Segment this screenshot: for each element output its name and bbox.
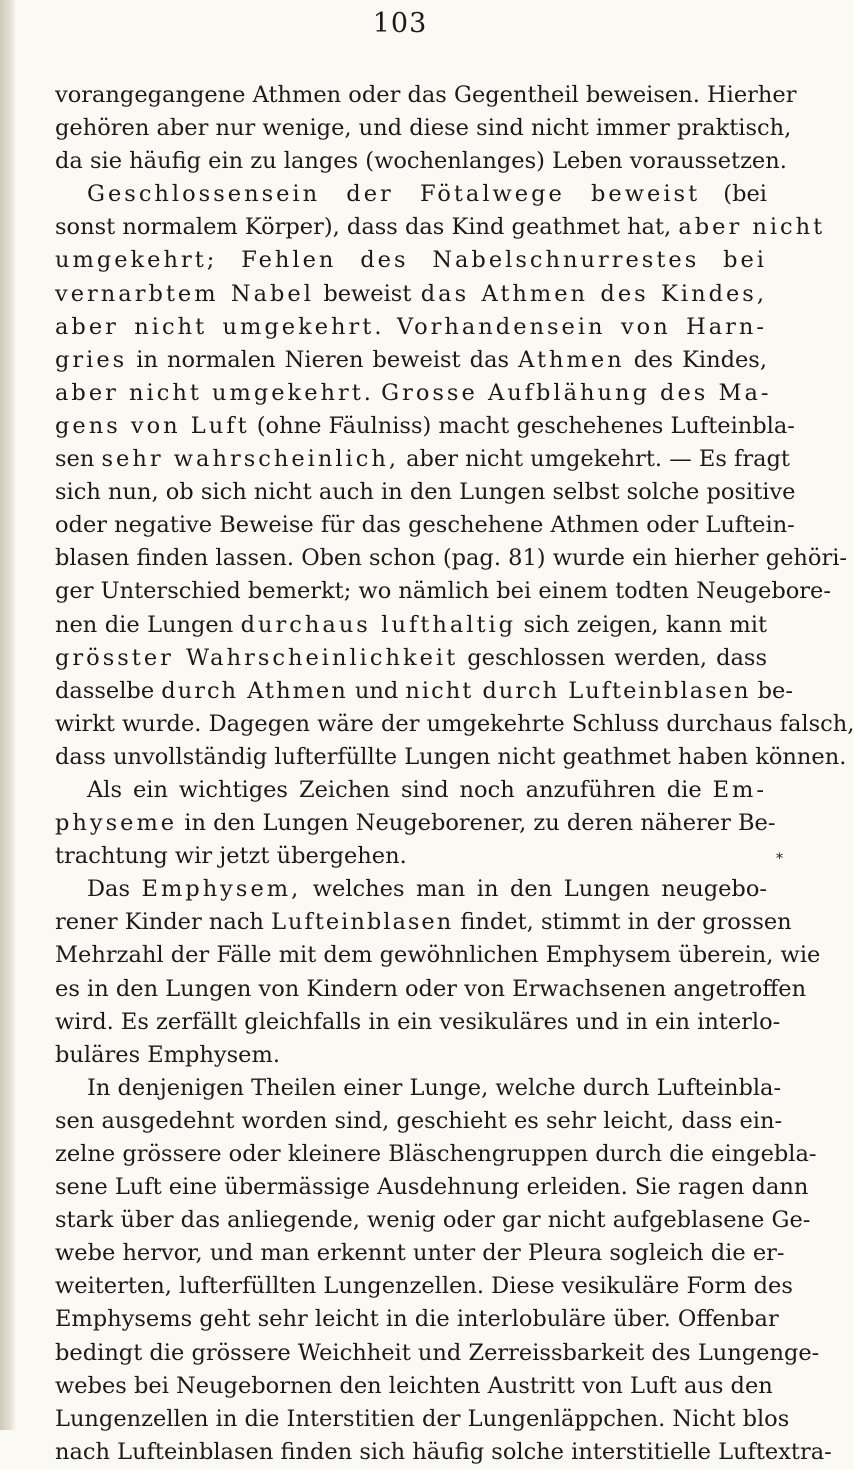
text-line — [55, 973, 807, 1006]
emphasized-text: Athmen — [518, 346, 625, 373]
text-line — [55, 178, 767, 211]
text-line — [55, 575, 831, 608]
text-segment: webe hervor, und man erkennt unter der Pleura sogleich die er- — [55, 1240, 785, 1267]
text-segment: da sie häufig ein zu langes (wochenlanges) Leben voraussetzen. — [55, 148, 787, 175]
text-segment: geschlossen werden, dass — [458, 644, 767, 671]
text-line — [55, 642, 767, 675]
text-segment: sich nun, ob sich nicht auch in den Lungen selbst solche positive — [55, 479, 796, 506]
text-segment: (bei — [700, 181, 767, 208]
text-line — [55, 1072, 782, 1105]
emphasized-text: aber nicht umgekehrt. — [55, 379, 374, 406]
text-segment: In denjenigen Theilen einer Lunge, welche durch Lufteinbla- — [87, 1074, 782, 1101]
text-line — [55, 344, 767, 377]
text-line — [55, 1204, 811, 1237]
text-line — [55, 1337, 820, 1370]
text-line — [55, 410, 795, 443]
text-segment: findet, stimmt in der grossen — [453, 909, 792, 936]
emphasized-text: grösster Wahrscheinlichkeit — [55, 644, 459, 671]
text-segment: Lungenzellen in die Interstitien der Lungenläppchen. Nicht blos — [55, 1405, 790, 1432]
text-segment: Emphysems geht sehr leicht in die interlobuläre über. Offenbar — [55, 1306, 779, 1333]
text-segment: es in den Lungen von Kindern oder von Erwachsenen angetroffen — [55, 975, 807, 1002]
text-line — [55, 675, 793, 708]
body-text — [55, 79, 854, 1469]
text-line — [55, 939, 821, 972]
text-line — [55, 1171, 809, 1204]
text-line — [55, 244, 767, 277]
emphasized-text: Grosse Aufblähung des Ma- — [381, 379, 772, 406]
text-segment: buläres Emphysem. — [55, 1041, 280, 1068]
text-segment — [384, 314, 396, 340]
emphasized-text: gries — [55, 346, 128, 373]
emphasized-text: nicht durch Lufteinblasen — [405, 677, 751, 704]
text-line — [55, 906, 792, 939]
emphasized-text: sehr wahrscheinlich, — [101, 446, 399, 473]
text-line — [55, 609, 767, 642]
text-line — [55, 774, 767, 807]
text-line — [55, 311, 767, 344]
emphasized-text: Lufteinblasen — [271, 909, 454, 936]
text-segment: nach Lufteinblasen finden sich häufig solche interstitielle Luftextra- — [55, 1438, 832, 1465]
text-segment: be- — [750, 677, 793, 704]
text-line — [55, 278, 767, 311]
margin-mark: * — [776, 851, 783, 867]
text-line — [55, 1105, 783, 1138]
text-line — [55, 79, 797, 112]
text-segment: bedingt die grössere Weichheit und Zerreissbarkeit des Lungenge- — [55, 1339, 820, 1366]
text-line — [55, 1006, 781, 1039]
text-segment: Das — [87, 876, 142, 903]
text-line — [55, 509, 795, 542]
text-segment: Mehrzahl der Fälle mit dem gewöhnlichen Emphysem überein, wie — [55, 942, 821, 969]
text-segment: stark über das anliegende, wenig oder gar nicht aufgeblasene Ge- — [55, 1207, 811, 1234]
emphasized-text: aber nicht — [678, 214, 826, 241]
text-segment: sonst normalem Körper), dass das Kind geathmet hat, — [55, 214, 679, 241]
text-segment: sen — [55, 446, 102, 473]
text-segment: weiterten, lufterfüllten Lungenzellen. Diese vesikuläre Form des — [55, 1273, 793, 1300]
text-line — [55, 1138, 817, 1171]
text-line — [55, 741, 847, 774]
text-segment: vorangegangene Athmen oder das Gegentheil beweisen. Hierher — [55, 82, 797, 108]
text-segment: dass unvollständig lufterfüllte Lungen nicht geathmet haben können. — [55, 743, 847, 770]
emphasized-text: vernarbtem Nabel — [55, 280, 314, 307]
text-line — [55, 1303, 779, 1336]
text-segment: oder negative Beweise für das geschehene Athmen oder Luftein- — [55, 512, 795, 539]
emphasized-text: gens von Luft — [55, 412, 250, 439]
text-segment: des Kindes, — [624, 346, 767, 373]
text-segment: webes bei Neugebornen den leichten Austritt von Luft aus den — [55, 1372, 773, 1399]
text-segment: sen ausgedehnt worden sind, geschieht es sehr leicht, dass ein- — [55, 1107, 783, 1134]
text-segment: nen die Lungen — [55, 611, 241, 638]
text-segment: trachtung wir jetzt übergehen. — [55, 843, 407, 870]
text-segment: (ohne Fäulniss) macht geschehenes Lufteinbla- — [249, 412, 795, 439]
text-segment: zelne grössere oder kleinere Bläschengruppen durch die eingebla- — [55, 1141, 817, 1167]
text-line — [55, 476, 796, 509]
emphasized-text: Emphysem, — [141, 876, 302, 903]
emphasized-text: das Athmen des Kindes, — [420, 280, 767, 307]
text-segment: ger Unterschied bemerkt; wo nämlich bei einem todten Neugebore- — [55, 578, 831, 605]
emphasized-text: physeme — [55, 810, 178, 837]
emphasized-text: aber nicht umgekehrt. — [55, 313, 385, 340]
text-segment: blasen finden lassen. Oben schon (pag. 81) wurde ein hierher gehöri- — [55, 545, 848, 572]
text-segment: in normalen Nieren beweist das — [127, 346, 519, 373]
text-line — [55, 377, 772, 410]
text-segment: aber nicht umgekehrt. — Es fragt — [398, 446, 790, 473]
text-segment: in den Lungen Neugeborener, zu deren näherer Be- — [177, 810, 776, 837]
text-line — [55, 1436, 832, 1469]
text-line — [55, 443, 790, 476]
text-segment: sene Luft eine übermässige Ausdehnung erleiden. Sie ragen dann — [55, 1174, 809, 1201]
text-line — [55, 873, 767, 906]
emphasized-text: Vorhandensein von Harn- — [396, 313, 768, 340]
text-segment: gehören aber nur wenige, und diese sind nicht immer praktisch, — [55, 115, 792, 142]
emphasized-text: umgekehrt; Fehlen des Nabelschnurrestes bei — [55, 247, 767, 274]
text-line — [55, 145, 787, 178]
text-line — [55, 1270, 793, 1303]
text-segment: beweist — [313, 280, 421, 307]
text-line — [55, 840, 767, 873]
text-segment: sich zeigen, kann mit — [516, 611, 767, 638]
text-line — [55, 1370, 773, 1403]
text-segment: Als ein wichtiges Zeichen sind noch anzuführen die — [87, 776, 713, 803]
text-segment: dasselbe — [55, 677, 162, 704]
text-segment: und — [347, 677, 406, 704]
text-line — [55, 1403, 790, 1436]
emphasized-text: Geschlossensein der Fötalwege beweist — [87, 181, 701, 208]
page-number: 103 — [372, 8, 428, 39]
text-line — [55, 708, 854, 741]
text-line — [55, 807, 776, 840]
text-line — [55, 211, 826, 244]
text-segment: welches man in den Lungen neugebo- — [301, 876, 767, 903]
text-line — [55, 1039, 767, 1072]
text-line — [55, 542, 848, 575]
emphasized-text: durch Athmen — [161, 677, 348, 704]
text-line — [55, 112, 792, 145]
text-line — [55, 1237, 785, 1270]
book-binding-edge — [0, 0, 16, 1430]
emphasized-text: durchaus lufthaltig — [240, 611, 517, 638]
emphasized-text: Em- — [712, 776, 767, 803]
text-segment: wirkt wurde. Dagegen wäre der umgekehrte Schluss durchaus falsch, — [55, 710, 854, 737]
text-segment: wird. Es zerfällt gleichfalls in ein vesikuläres und in ein interlo- — [55, 1008, 781, 1035]
text-segment: rener Kinder nach — [55, 909, 272, 936]
